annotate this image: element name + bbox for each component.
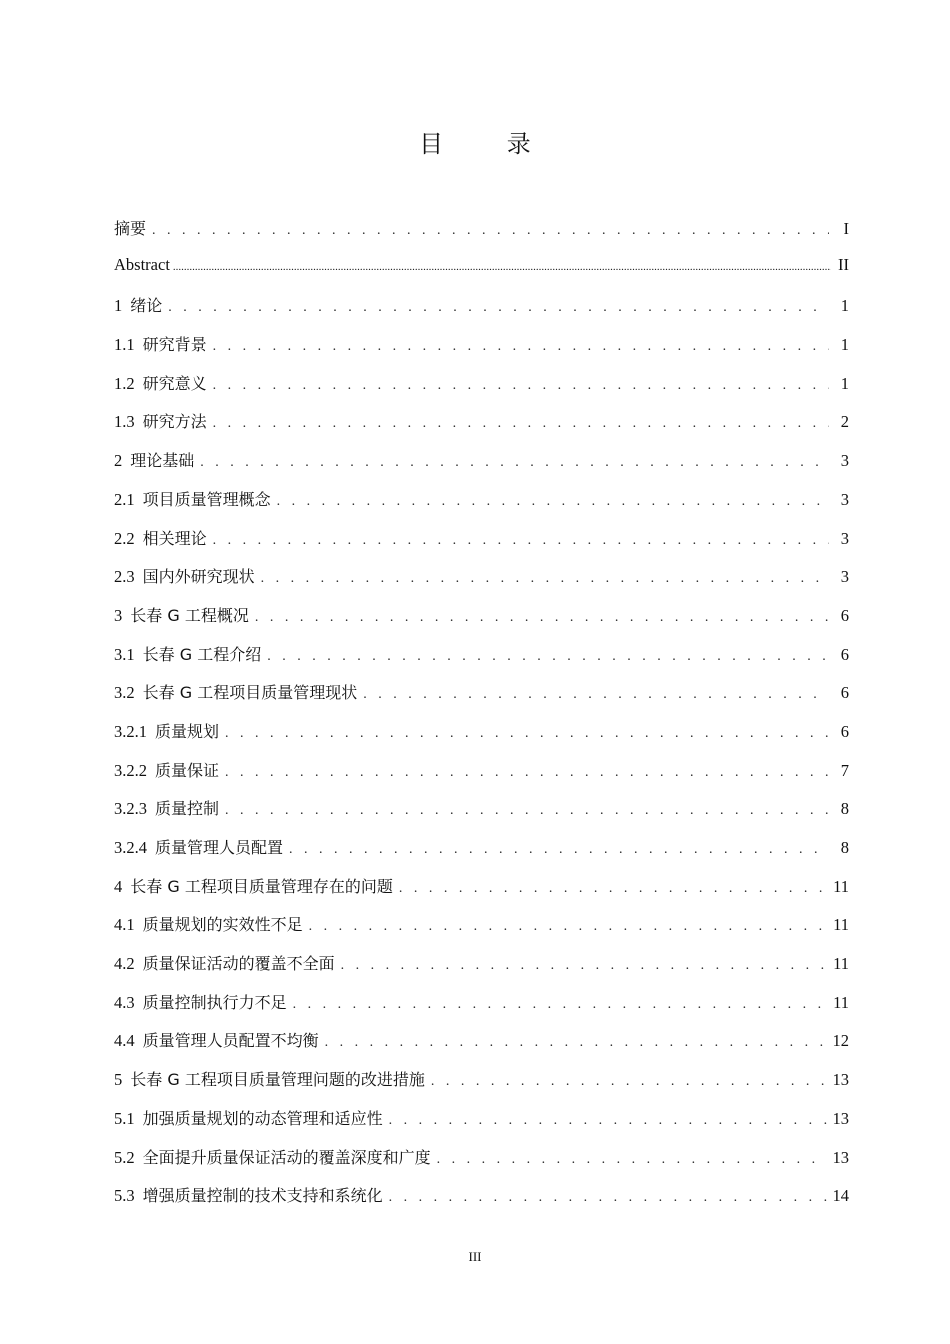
toc-dot-leader (309, 919, 827, 935)
page-number: III (468, 1249, 482, 1264)
toc-entry-page: 11 (833, 915, 849, 935)
toc-entry-page: 3 (840, 489, 849, 509)
toc-dot-leader (389, 1190, 827, 1206)
toc-entry-page: 11 (833, 992, 849, 1012)
toc-dot-leader (213, 416, 829, 432)
toc-entry-number: 4.2 (114, 954, 135, 974)
toc-entry-page: 11 (833, 954, 849, 974)
toc-entry-page: 6 (840, 644, 849, 664)
toc-dot-leader (225, 726, 829, 742)
toc-entry-number: 3.2 (114, 683, 135, 703)
toc-entry[interactable] (114, 990, 849, 1029)
toc-dot-leader (152, 223, 829, 239)
toc-entry-label: 质量规划的实效性不足 (142, 915, 303, 935)
toc-entry[interactable] (114, 1145, 849, 1184)
toc-dot-leader (267, 649, 829, 665)
toc-entry-label: 国内外研究现状 (142, 567, 255, 587)
toc-entry[interactable] (114, 951, 849, 990)
toc-entry[interactable] (114, 255, 849, 294)
toc-entry-page: 6 (840, 683, 849, 703)
toc-entry-page: 6 (840, 605, 849, 625)
toc-entry-label: 质量控制 (155, 799, 220, 819)
toc-entry-page: 13 (832, 1070, 849, 1090)
toc-dot-leader (168, 300, 829, 316)
toc-entry[interactable] (114, 1028, 849, 1067)
toc-entry-number: 1.3 (114, 412, 135, 432)
toc-entry[interactable] (114, 371, 849, 410)
toc-entry-page: 2 (840, 412, 849, 432)
toc-dot-leader (225, 803, 829, 819)
toc-entry-number: 5.2 (114, 1147, 135, 1167)
toc-entry-number: 4.1 (114, 915, 135, 935)
toc-entry[interactable] (114, 1106, 849, 1145)
toc-entry[interactable] (114, 758, 849, 797)
toc-entry[interactable] (114, 912, 849, 951)
toc-entry-number: 1.2 (114, 373, 135, 393)
toc-entry-label: 长春 G 工程项目质量管理存在的问题 (130, 876, 393, 896)
toc-entry-page: I (843, 219, 849, 238)
toc-entry[interactable] (114, 1067, 849, 1106)
toc-entry[interactable] (114, 874, 849, 913)
toc-entry-label: 绪论 (130, 296, 163, 316)
toc-dot-leader (255, 610, 829, 626)
toc-entry-label: 全面提升质量保证活动的覆盖深度和广度 (142, 1147, 431, 1167)
toc-entry[interactable] (114, 835, 849, 874)
toc-entry-label: 理论基础 (130, 451, 195, 471)
toc-entry-label: 长春 G 工程项目质量管理问题的改进措施 (130, 1070, 425, 1090)
toc-entry-label: 摘要 (114, 219, 147, 238)
page-title: 目 录 (419, 130, 559, 158)
toc-dot-leader (325, 1035, 827, 1051)
toc-entry-label: 研究意义 (142, 373, 207, 393)
toc-dot-leader (289, 842, 829, 858)
toc-entry-label: 质量保证 (155, 760, 220, 780)
toc-entry[interactable] (114, 293, 849, 332)
toc-entry-label: 长春 G 工程概况 (130, 605, 249, 625)
toc-entry-page: 14 (832, 1186, 849, 1206)
toc-entry[interactable] (114, 526, 849, 565)
toc-dot-leader (437, 1152, 827, 1168)
toc-entry-label: 相关理论 (142, 528, 207, 548)
toc-entry-number: 3.1 (114, 644, 135, 664)
toc-entry[interactable] (114, 796, 849, 835)
toc-dot-leader (225, 765, 829, 781)
toc-entry-page: 12 (832, 1031, 849, 1051)
toc-entry-page: 8 (840, 799, 849, 819)
toc-entry-page: 1 (840, 373, 849, 393)
toc-entry-number: 3.2.2 (114, 760, 147, 780)
toc-entry-number: 2 (114, 451, 123, 471)
toc-entry-page: 3 (840, 567, 849, 587)
toc-entry-number: 1.1 (114, 335, 135, 355)
toc-entry[interactable] (114, 719, 849, 758)
toc-entry-label: 质量控制执行力不足 (142, 992, 287, 1012)
toc-entry-label: 项目质量管理概念 (142, 489, 271, 509)
toc-entry-label: 长春 G 工程项目质量管理现状 (142, 683, 358, 703)
toc-entry-number: 2.1 (114, 489, 135, 509)
toc-entry[interactable] (114, 564, 849, 603)
toc-entry-page: 13 (832, 1108, 849, 1128)
toc-dot-leader (389, 1113, 827, 1129)
toc-entry-page: 3 (840, 451, 849, 471)
toc-entry-page: 7 (840, 760, 849, 780)
toc-entry-number: 3.2.1 (114, 721, 147, 741)
toc-entry-label: 质量规划 (155, 721, 220, 741)
toc-entry[interactable] (114, 642, 849, 681)
toc-entry-number: 4.4 (114, 1031, 135, 1051)
toc-entry-number: 4 (114, 876, 123, 896)
toc-entry[interactable] (114, 332, 849, 371)
toc-dot-leader (293, 997, 827, 1013)
toc-entry[interactable] (114, 603, 849, 642)
toc-dot-leader (213, 533, 829, 549)
toc-dot-leader (399, 881, 827, 897)
toc-entry-page: 11 (833, 876, 849, 896)
toc-entry-label: 研究背景 (142, 335, 207, 355)
toc-entry-number: 2.3 (114, 567, 135, 587)
toc-dot-leader (277, 494, 829, 510)
toc-entry-number: 5 (114, 1070, 123, 1090)
toc-entry-number: 3 (114, 605, 123, 625)
toc-entry-page: 1 (840, 335, 849, 355)
toc-dot-leader (363, 687, 829, 703)
toc-entry-label: 质量管理人员配置 (155, 838, 284, 857)
toc-entry-label: 质量保证活动的覆盖不全面 (142, 954, 335, 974)
table-of-contents (114, 216, 849, 1222)
toc-entry-number: 3.2.4 (114, 838, 147, 857)
toc-entry[interactable] (114, 448, 849, 487)
toc-entry-page: II (838, 254, 849, 274)
toc-dot-leader (431, 1074, 827, 1090)
toc-entry-label: 增强质量控制的技术支持和系统化 (142, 1186, 383, 1206)
toc-entry-number: 1 (114, 296, 123, 316)
toc-entry-label: 质量管理人员配置不均衡 (142, 1031, 319, 1051)
toc-entry[interactable] (114, 487, 849, 526)
toc-entry-label: 加强质量规划的动态管理和适应性 (142, 1108, 383, 1128)
toc-entry[interactable] (114, 1183, 849, 1222)
toc-entry-number: 2.2 (114, 528, 135, 548)
toc-dot-leader (341, 958, 827, 974)
toc-entry-label: 长春 G 工程介绍 (142, 644, 262, 664)
toc-dot-leader (261, 571, 829, 587)
toc-entry-label: 研究方法 (142, 412, 207, 432)
toc-entry-label: Abstract (114, 254, 170, 274)
toc-dot-leader (213, 339, 829, 355)
toc-entry-page: 6 (840, 721, 849, 741)
toc-entry[interactable] (114, 216, 849, 255)
toc-entry-page: 1 (840, 296, 849, 316)
toc-entry-number: 4.3 (114, 992, 135, 1012)
toc-dot-leader (213, 378, 829, 394)
toc-entry-page: 8 (840, 838, 849, 857)
toc-entry-page: 3 (840, 528, 849, 548)
toc-dot-leader (200, 455, 829, 471)
toc-entry-number: 5.1 (114, 1108, 135, 1128)
toc-entry-number: 5.3 (114, 1186, 135, 1206)
toc-entry[interactable] (114, 409, 849, 448)
toc-entry[interactable] (114, 680, 849, 719)
toc-dot-leader (173, 261, 831, 273)
toc-entry-number: 3.2.3 (114, 799, 147, 819)
toc-entry-page: 13 (832, 1147, 849, 1167)
